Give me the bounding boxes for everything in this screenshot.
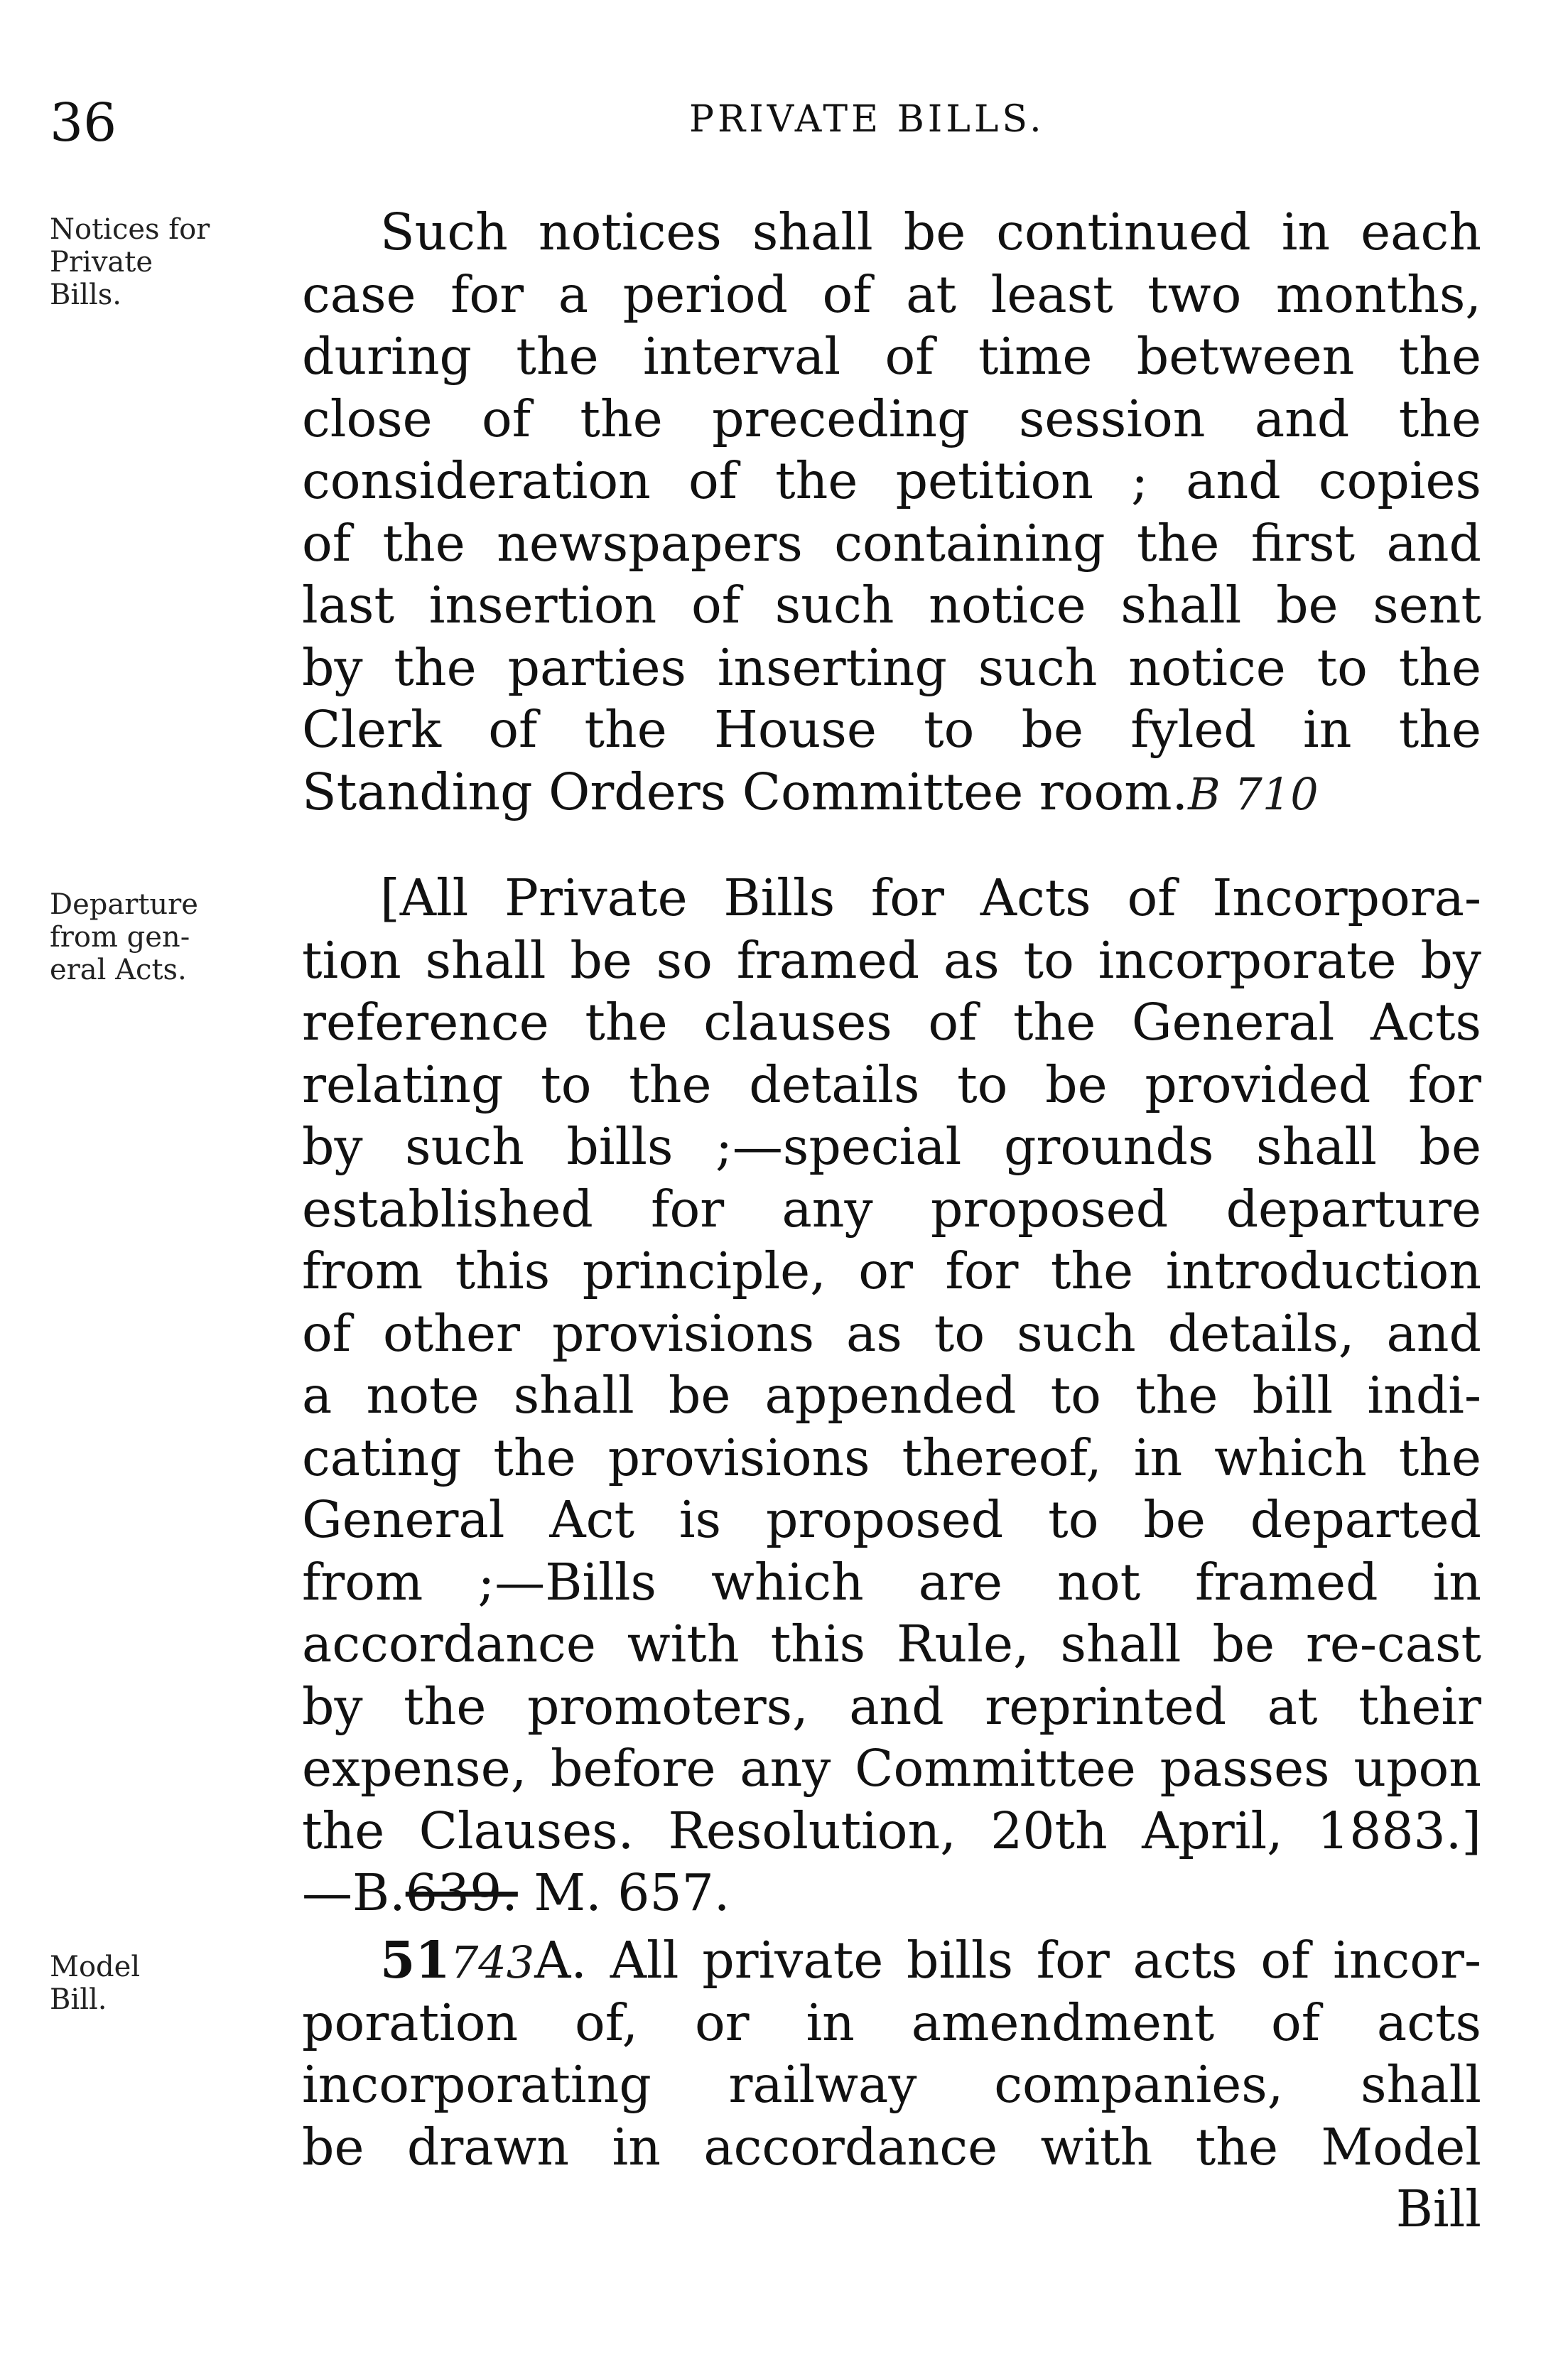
text-line: a note shall be appended to the bill indi- — [302, 1366, 1481, 1425]
text-line: the Clauses. Resolution, 20th April, 1883.] — [302, 1801, 1481, 1860]
text-line: Standing Orders Committee room. — [302, 762, 1189, 821]
text-line: close of the preceding session and the — [302, 389, 1481, 448]
margin-note-notices — [50, 213, 306, 311]
margin-note-line: Model — [50, 1951, 141, 1983]
text-line-first — [302, 1929, 1481, 1992]
reference-line — [302, 1862, 1481, 1924]
text-line: Clerk of the House to be fyled in the — [302, 700, 1481, 759]
text-line: tion shall be so framed as to incorporate by — [302, 930, 1481, 990]
text-line: incorporating railway companies, shall — [302, 2055, 1481, 2114]
text-line: from ;—Bills which are not framed in — [302, 1552, 1481, 1612]
text-line: of other provisions as to such details, and — [302, 1303, 1481, 1363]
margin-note-line: Private — [50, 246, 153, 279]
rule-number: 51 — [380, 1930, 450, 1990]
paragraph-notices — [302, 201, 1481, 823]
text-line: case for a period of at least two months, — [302, 264, 1481, 324]
page-number: 36 — [50, 92, 117, 153]
text-line: of the newspapers containing the first and — [302, 513, 1481, 573]
margin-note-model-bill — [50, 1951, 306, 2016]
handwritten-annotation: B 710 — [1188, 767, 1319, 820]
reference-prefix: —B. — [302, 1863, 406, 1922]
running-head: PRIVATE BILLS. — [689, 98, 1045, 141]
text-line: accordance with this Rule, shall be re-cast — [302, 1614, 1481, 1673]
paragraph-model-bill — [302, 1929, 1481, 2241]
text-line: [All Private Bills for Acts of Incorpora- — [380, 868, 1481, 927]
text-line-last — [302, 761, 1481, 824]
margin-note-line: from gen- — [50, 921, 190, 954]
text-line: Such notices shall be continued in each — [380, 203, 1481, 262]
margin-note-line: Bill. — [50, 1983, 107, 2016]
text-line: poration of, or in amendment of acts — [302, 1993, 1481, 2052]
margin-note-line: Bills. — [50, 279, 122, 311]
text-line: by the parties inserting such notice to the — [302, 637, 1481, 697]
text-line: by such bills ;—special grounds shall be — [302, 1117, 1481, 1176]
text-line: last insertion of such notice shall be sent — [302, 576, 1481, 635]
reference-suffix: M. 657. — [517, 1863, 730, 1922]
text-line: by the promoters, and reprinted at their — [302, 1676, 1481, 1736]
margin-note-departure — [50, 888, 306, 986]
margin-note-line: Notices for — [50, 213, 210, 246]
margin-note-line: eral Acts. — [50, 954, 187, 986]
text-line: from this principle, or for the introduction — [302, 1241, 1481, 1300]
text-line: established for any proposed departure — [302, 1179, 1481, 1239]
struck-reference: 639. — [405, 1863, 518, 1922]
text-line: General Act is proposed to be departed — [302, 1490, 1481, 1549]
text-line: relating to the details to be provided for — [302, 1055, 1481, 1114]
text-line: reference the clauses of the General Acts — [302, 993, 1481, 1052]
text-line: A. All private bills for acts of incor- — [534, 1931, 1481, 1990]
catchword: Bill — [1395, 2179, 1481, 2238]
page-header — [50, 92, 1471, 156]
paragraph-departure — [302, 867, 1481, 1924]
text-line: cating the provisions thereof, in which the — [302, 1428, 1481, 1487]
text-line: during the interval of time between the — [302, 327, 1481, 386]
text-line: consideration of the petition ; and copies — [302, 451, 1481, 510]
text-line: expense, before any Committee passes upon — [302, 1739, 1481, 1798]
text-line: be drawn in accordance with the Model — [302, 2117, 1481, 2177]
margin-note-line: Departure — [50, 888, 198, 921]
handwritten-rule-number: 743 — [450, 1936, 535, 1988]
